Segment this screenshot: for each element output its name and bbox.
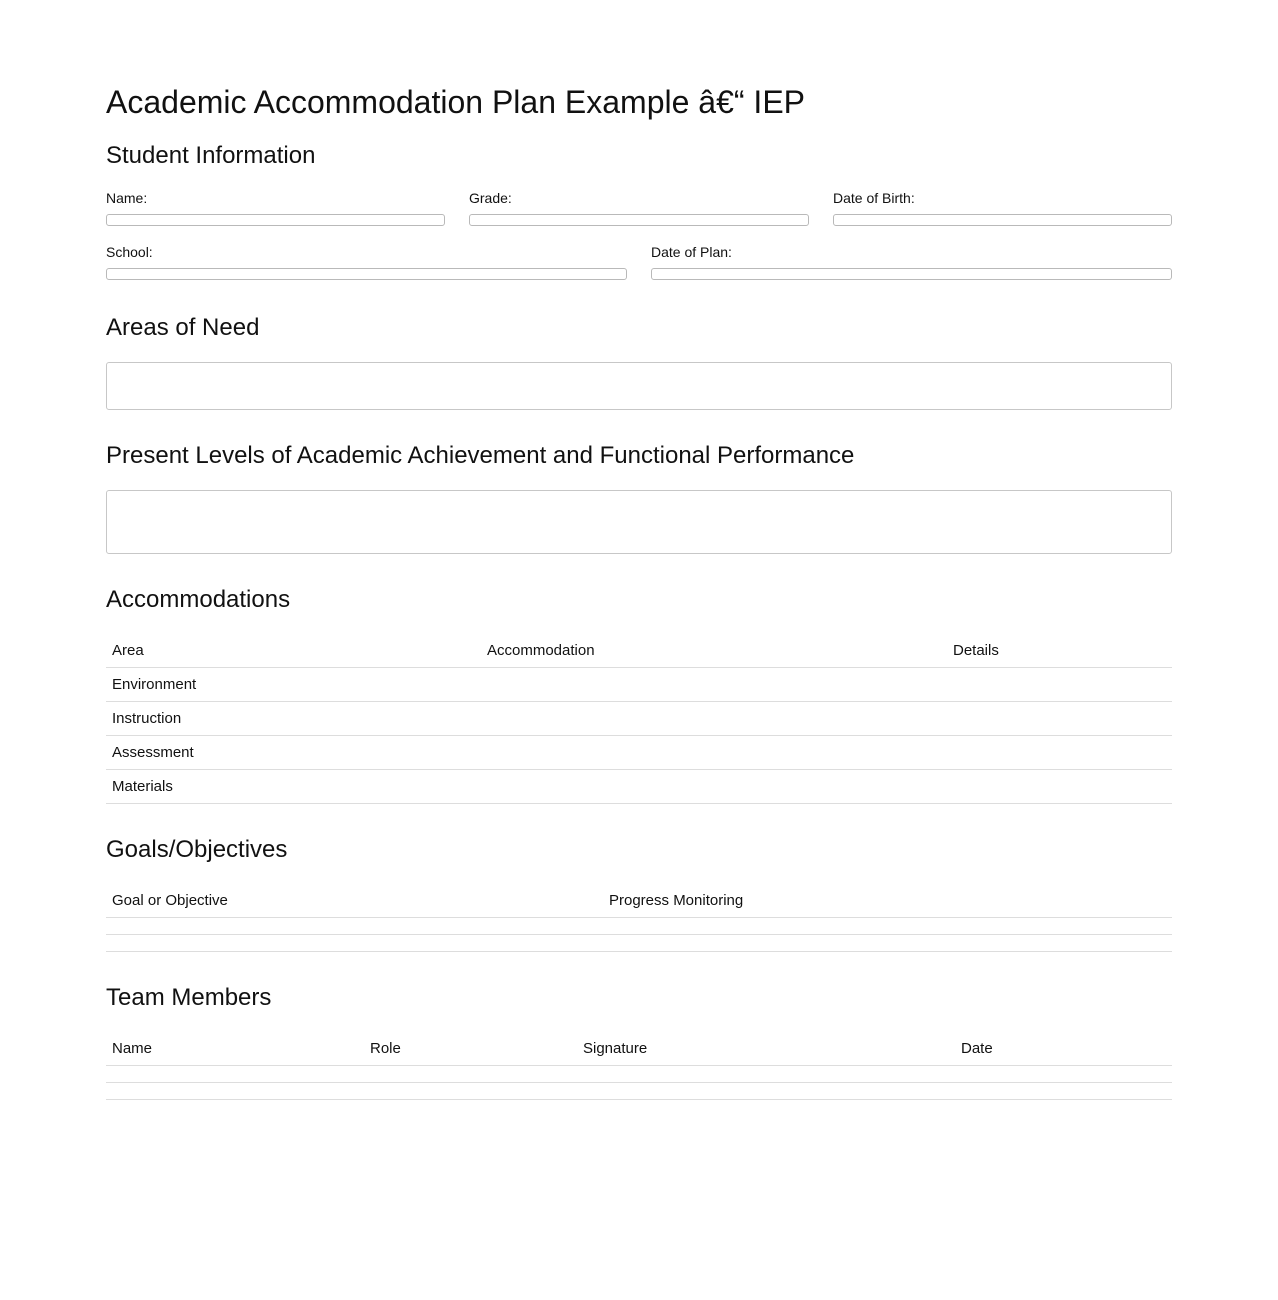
column-header-area: Area bbox=[106, 634, 481, 668]
grade-label: Grade: bbox=[469, 190, 512, 206]
member-signature-cell[interactable] bbox=[577, 1066, 955, 1083]
member-name-cell[interactable] bbox=[106, 1066, 364, 1083]
details-cell[interactable] bbox=[947, 770, 1172, 804]
table-row bbox=[106, 702, 1172, 736]
details-cell[interactable] bbox=[947, 702, 1172, 736]
area-cell: Environment bbox=[106, 668, 481, 702]
date-of-plan-field[interactable] bbox=[651, 268, 1172, 280]
name-label: Name: bbox=[106, 190, 148, 206]
member-signature-cell[interactable] bbox=[577, 1083, 955, 1100]
page-title: Academic Accommodation Plan Example â€“ IEP bbox=[106, 84, 805, 120]
member-name-cell[interactable] bbox=[106, 1083, 364, 1100]
table-row[interactable] bbox=[106, 1083, 1172, 1100]
table-row[interactable] bbox=[106, 935, 1172, 952]
member-date-cell[interactable] bbox=[955, 1083, 1172, 1100]
goals-table bbox=[106, 884, 1172, 952]
column-header-signature: Signature bbox=[577, 1032, 955, 1066]
table-header-row bbox=[106, 1032, 1172, 1066]
column-header-name: Name bbox=[106, 1032, 364, 1066]
area-cell: Instruction bbox=[106, 702, 481, 736]
column-header-progress: Progress Monitoring bbox=[603, 884, 1172, 918]
goals-heading: Goals/Objectives bbox=[106, 836, 288, 863]
areas-of-need-textarea[interactable] bbox=[106, 362, 1172, 410]
dob-label: Date of Birth: bbox=[833, 190, 915, 206]
area-cell: Materials bbox=[106, 770, 481, 804]
name-field[interactable] bbox=[106, 214, 445, 226]
table-header-row bbox=[106, 634, 1172, 668]
progress-cell[interactable] bbox=[603, 918, 1172, 935]
goal-cell[interactable] bbox=[106, 935, 603, 952]
areas-of-need-heading: Areas of Need bbox=[106, 314, 260, 341]
column-header-goal: Goal or Objective bbox=[106, 884, 603, 918]
accommodation-cell[interactable] bbox=[481, 668, 947, 702]
area-cell: Assessment bbox=[106, 736, 481, 770]
accommodations-heading: Accommodations bbox=[106, 586, 291, 613]
team-heading: Team Members bbox=[106, 984, 272, 1011]
accommodation-cell[interactable] bbox=[481, 702, 947, 736]
column-header-details: Details bbox=[947, 634, 1172, 668]
dob-field[interactable] bbox=[833, 214, 1172, 226]
present-levels-heading: Present Levels of Academic Achievement and Functional Performance bbox=[106, 442, 855, 469]
table-row bbox=[106, 770, 1172, 804]
column-header-accommodation: Accommodation bbox=[481, 634, 947, 668]
table-row bbox=[106, 736, 1172, 770]
goal-cell[interactable] bbox=[106, 918, 603, 935]
column-header-date: Date bbox=[955, 1032, 1172, 1066]
column-header-role: Role bbox=[364, 1032, 577, 1066]
team-table bbox=[106, 1032, 1172, 1100]
member-role-cell[interactable] bbox=[364, 1083, 577, 1100]
progress-cell[interactable] bbox=[603, 935, 1172, 952]
grade-field[interactable] bbox=[469, 214, 809, 226]
details-cell[interactable] bbox=[947, 736, 1172, 770]
date-of-plan-label: Date of Plan: bbox=[651, 244, 732, 260]
details-cell[interactable] bbox=[947, 668, 1172, 702]
school-field[interactable] bbox=[106, 268, 627, 280]
member-date-cell[interactable] bbox=[955, 1066, 1172, 1083]
school-label: School: bbox=[106, 244, 153, 260]
table-row bbox=[106, 668, 1172, 702]
accommodation-cell[interactable] bbox=[481, 770, 947, 804]
member-role-cell[interactable] bbox=[364, 1066, 577, 1083]
student-info-heading: Student Information bbox=[106, 142, 316, 169]
table-row[interactable] bbox=[106, 1066, 1172, 1083]
accommodations-table bbox=[106, 634, 1172, 804]
accommodation-cell[interactable] bbox=[481, 736, 947, 770]
table-header-row bbox=[106, 884, 1172, 918]
present-levels-textarea[interactable] bbox=[106, 490, 1172, 554]
table-row[interactable] bbox=[106, 918, 1172, 935]
